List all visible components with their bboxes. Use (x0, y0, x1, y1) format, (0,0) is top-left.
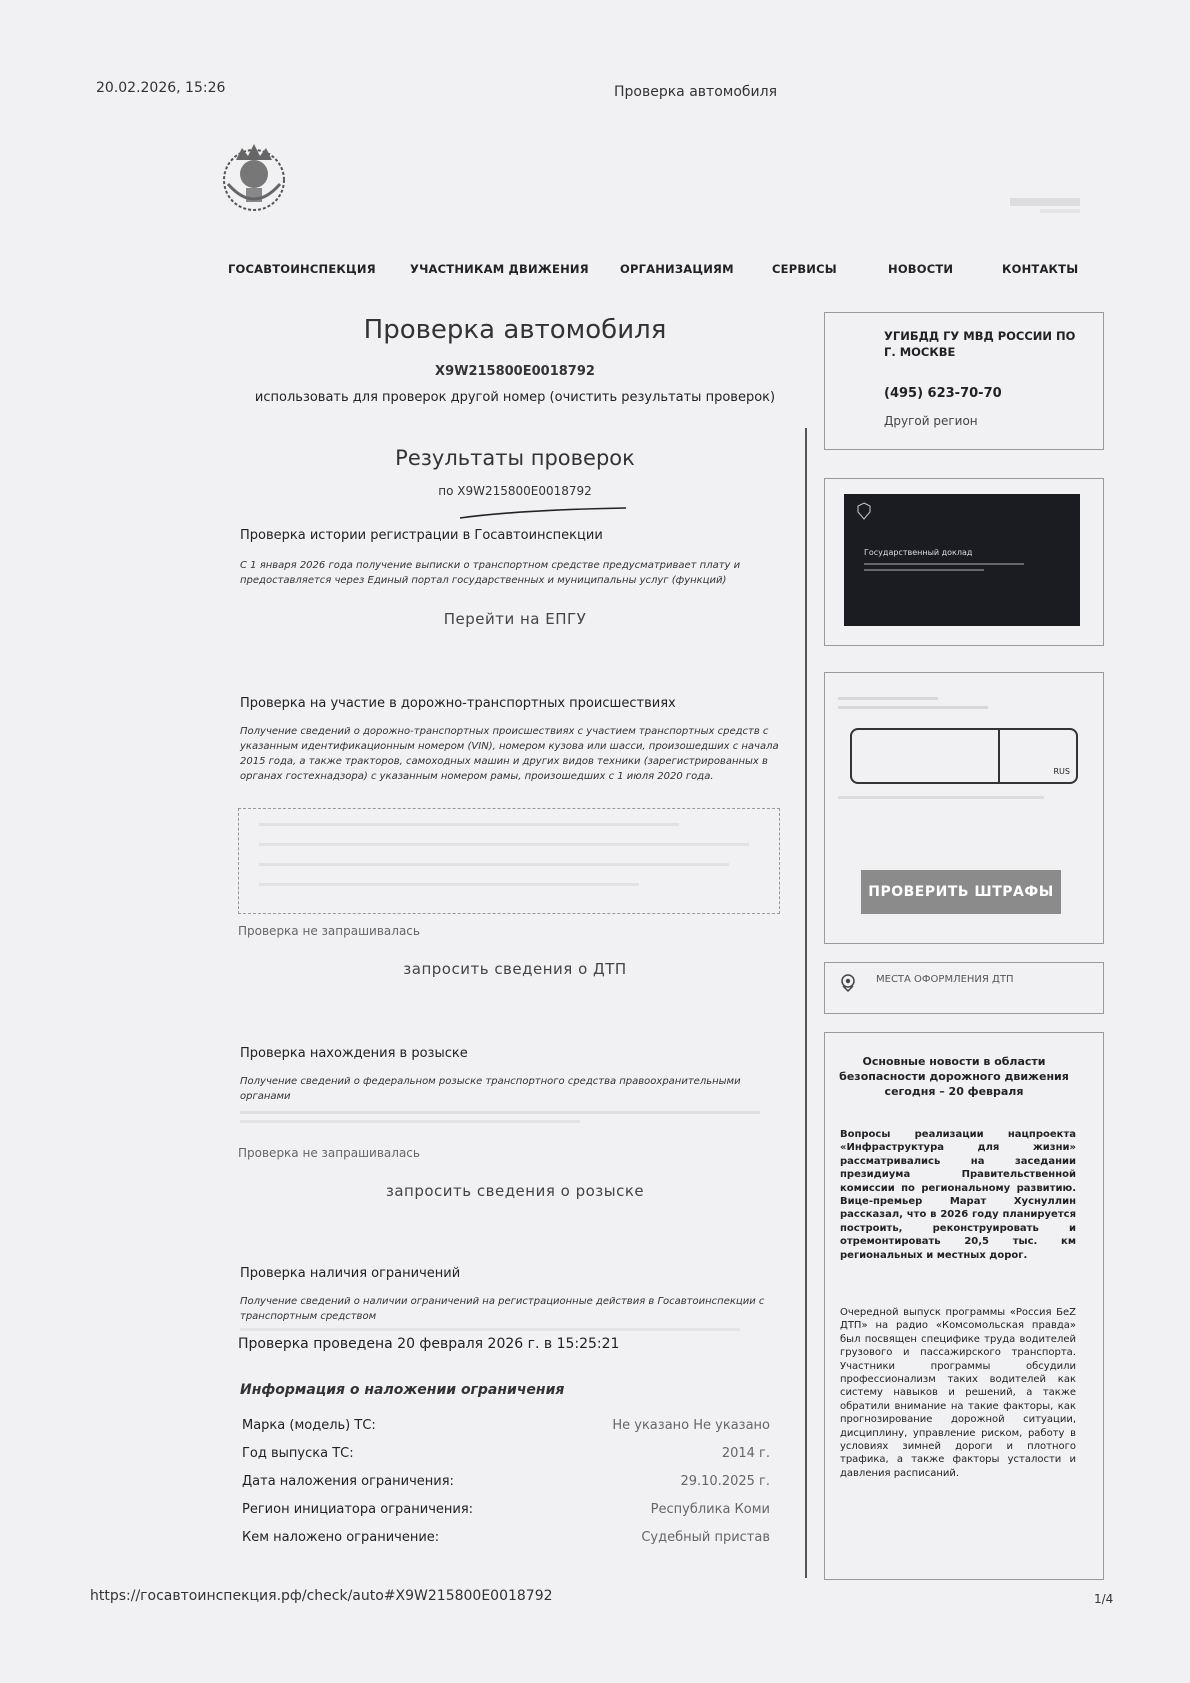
row-value-region: Республика Коми (650, 1502, 770, 1517)
dtp-check-text: Получение сведений о дорожно-транспортных происшествиях с участием транспортных средств с указанным идентификационным номером (VIN), номером кузова или шасси, произошедших с начала 2015 года, а также тракторов, самоходных машин и других видов техники (зарегистрированных в органах гостехнадзора) с указанным номером рамы, произошедших с 1 июля 2020 года. (240, 726, 779, 782)
row-label-imposer: Кем наложено ограничение: (242, 1530, 440, 1545)
column-divider (805, 428, 807, 1578)
row-value-model: Не указано Не указано (612, 1418, 770, 1433)
check-fines-button[interactable]: ПРОВЕРИТЬ ШТРАФЫ (861, 870, 1061, 914)
row-value-year: 2014 г. (721, 1446, 770, 1461)
plate-number-input[interactable] (850, 728, 1078, 784)
pen-underline-mark (458, 506, 628, 520)
row-value-date: 29.10.2025 г. (680, 1474, 770, 1489)
page-number: 1/4 (1094, 1592, 1114, 1606)
wanted-check-title: Проверка нахождения в розыске (240, 1046, 468, 1061)
dtp-status: Проверка не запрашивалась (238, 924, 420, 938)
places-box (824, 962, 1104, 1014)
restrictions-checked-at: Проверка проведена 20 февраля 2026 г. в 15:25:21 (238, 1336, 620, 1352)
vin-number: X9W215800E0018792 (435, 364, 595, 379)
request-dtp-link[interactable]: запросить сведения о ДТП (403, 960, 627, 978)
fines-faded-label (838, 693, 1058, 709)
registration-check-text: С 1 января 2026 года получение выписки о транспортном средстве предусматривает плату и предоставляется через Единый портал государственных и муниципальны услуг (функций) (240, 560, 741, 586)
plate-rus-label: RUS (1053, 767, 1070, 776)
news-heading: Основные новости в области безопасности дорожного движения сегодня – 20 февраля (839, 1055, 1069, 1098)
registration-check-title: Проверка истории регистрации в Госавтоинспекции (240, 528, 603, 543)
results-vin: по X9W215800E0018792 (438, 484, 592, 498)
restrictions-check-text: Получение сведений о наличии ограничений на регистрационные действия в Госавтоинспекции с транспортным средством (240, 1296, 765, 1322)
wanted-check-text: Получение сведений о федеральном розыске транспортного средства правоохранительными органами (240, 1076, 741, 1102)
nav-item-organizations[interactable]: ОРГАНИЗАЦИЯМ (620, 262, 734, 276)
nav-item-news[interactable]: НОВОСТИ (888, 262, 954, 276)
news-item: Вопросы реализации нацпроекта «Инфраструктура для жизни» рассматривались на заседании президиума Правительственной комиссии по региональному развитию. Вице-премьер Марат Хуснуллин рассказал, что в 2026 году планируется построить, реконструировать и отремонтировать 20,5 тыс. км региональных и местных дорог. (840, 1129, 1076, 1261)
print-url: https://госавтоинспекция.рф/check/auto#X9W215800E0018792 (90, 1588, 553, 1604)
banner-subtitle (864, 560, 1044, 571)
nav-item-participants[interactable]: УЧАСТНИКАМ ДВИЖЕНИЯ (410, 262, 589, 276)
nav-item-contacts[interactable]: КОНТАКТЫ (1002, 262, 1079, 276)
plate-divider (998, 730, 1000, 782)
row-value-imposer: Судебный пристав (641, 1530, 770, 1545)
row-label-region: Регион инициатора ограничения: (242, 1502, 474, 1517)
main-navigation (228, 262, 1079, 282)
row-label-date: Дата наложения ограничения: (242, 1474, 454, 1489)
restrictions-check-title: Проверка наличия ограничений (240, 1266, 461, 1281)
restrictions-faded-note (240, 1328, 780, 1331)
print-date: 20.02.2026, 15:26 (96, 80, 226, 96)
banner-title: Государственный доклад (864, 548, 973, 557)
wanted-status: Проверка не запрашивалась (238, 1146, 420, 1160)
fines-faded-note (838, 792, 1044, 799)
restriction-info-title: Информация о наложении ограничения (240, 1382, 565, 1398)
page-title: Проверка автомобиля (363, 315, 667, 345)
nav-item-services[interactable]: СЕРВИСЫ (772, 262, 837, 276)
row-label-model: Марка (модель) ТС: (242, 1418, 376, 1433)
results-title: Результаты проверок (395, 446, 635, 470)
other-region-link[interactable]: Другой регион (884, 414, 978, 428)
dtp-places-link[interactable]: МЕСТА ОФОРМЛЕНИЯ ДТП (876, 974, 1014, 985)
request-wanted-link[interactable]: запросить сведения о розыске (385, 1182, 645, 1200)
row-label-year: Год выпуска ТС: (242, 1446, 354, 1461)
header-faded-contacts (990, 198, 1080, 213)
dtp-check-title: Проверка на участие в дорожно-транспортных происшествиях (240, 696, 676, 711)
print-page-title: Проверка автомобиля (614, 84, 777, 100)
nav-item-gosavtoinspekciya[interactable]: ГОСАВТОИНСПЕКЦИЯ (228, 262, 376, 276)
dtp-captcha-area (238, 808, 780, 914)
emblem-icon (856, 502, 872, 520)
wanted-faded-note (240, 1108, 780, 1123)
emblem-logo-icon (218, 140, 290, 214)
gibdd-name: УГИБДД ГУ МВД РОССИИ ПО Г. МОСКВЕ (884, 329, 1076, 359)
news-item: Очередной выпуск программы «Россия БеZ ДТП» на радио «Комсомольская правда» был посвящен специфике труда водителей грузового и пассажирского транспорта. Участники программы обсудили профессионализм таких водителей как систему навыков и решений, а также обратили внимание на такие факторы, как прогнозирование дорожной ситуации, дисциплину, управление риском, работу в условиях зимней дороги и плотного трафика, а также факторы усталости и давления расписаний. (840, 1307, 1076, 1479)
state-report-banner[interactable] (844, 494, 1080, 626)
use-other-number-link[interactable]: использовать для проверок другой номер (очистить результаты проверок) (254, 390, 776, 405)
location-pin-icon (840, 974, 856, 992)
go-to-epgu-link[interactable]: Перейти на ЕПГУ (443, 610, 587, 628)
gibdd-phone[interactable]: (495) 623-70-70 (884, 386, 1002, 401)
